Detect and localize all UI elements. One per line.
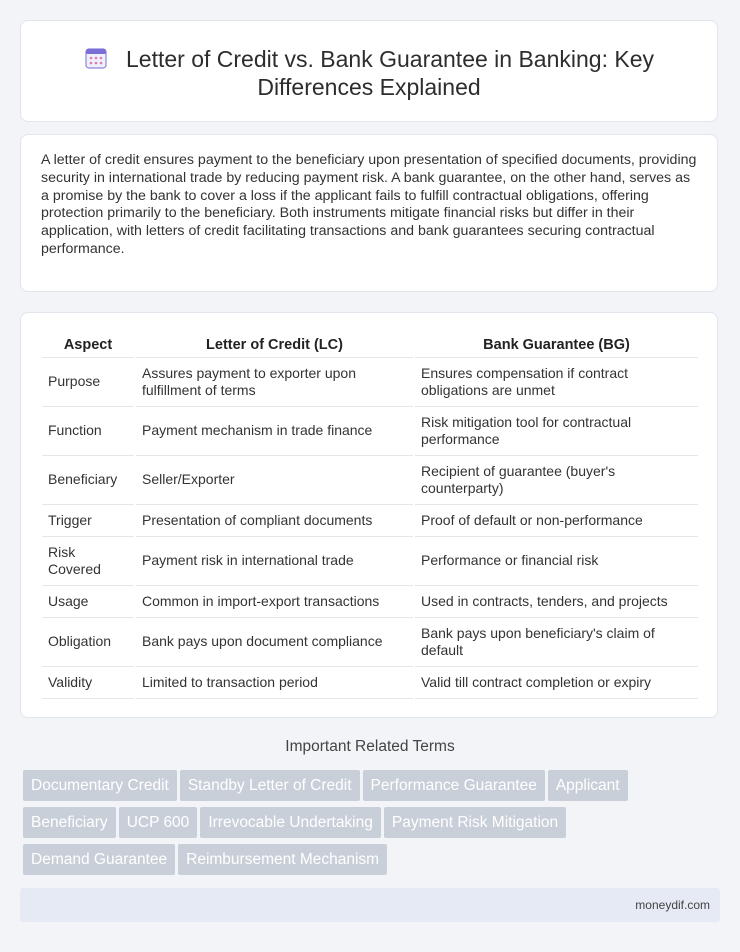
table-row (42, 358, 698, 407)
table-cell: Bank pays upon beneficiary's claim of default (414, 618, 698, 667)
table-cell: Trigger (42, 505, 135, 537)
intro-paragraph: A letter of credit ensures payment to the beneficiary upon presentation of specified documents, providing security in international trade by reducing payment risk. A bank guarantee, on the other hand, serves as a promise by the bank to cover a loss if the applicant fails to fulfill contractual obligations, offering protection primarily to the beneficiary. Both instruments mitigate financial risks but differ in their application, with letters of credit facilitating transactions and bank guarantees securing contractual performance. (41, 152, 697, 257)
page-title-text: Letter of Credit vs. Bank Guarantee in Banking: Key Differences Explained (125, 46, 654, 100)
column-header-bg: Bank Guarantee (BG) (414, 333, 698, 358)
term-tag[interactable]: UCP 600 (119, 807, 198, 838)
page-title (21, 45, 717, 101)
term-tag[interactable]: Demand Guarantee (23, 844, 175, 875)
column-header-lc: Letter of Credit (LC) (135, 333, 414, 358)
table-cell: Assures payment to exporter upon fulfillment of terms (135, 358, 414, 407)
table-cell: Ensures compensation if contract obligations are unmet (414, 358, 698, 407)
table-row (42, 407, 698, 456)
table-cell: Common in import-export transactions (135, 586, 414, 618)
title-card (20, 20, 718, 122)
term-tag[interactable]: Irrevocable Undertaking (200, 807, 381, 838)
term-tag[interactable]: Beneficiary (23, 807, 116, 838)
table-cell: Performance or financial risk (414, 537, 698, 586)
intro-card (20, 134, 718, 292)
calendar-icon (84, 46, 108, 70)
comparison-card (20, 312, 718, 718)
table-cell: Recipient of guarantee (buyer's counterparty) (414, 456, 698, 505)
table-cell: Seller/Exporter (135, 456, 414, 505)
footer-site-link[interactable]: moneydif.com (635, 898, 710, 912)
related-terms-list (23, 770, 703, 881)
table-cell: Risk mitigation tool for contractual performance (414, 407, 698, 456)
table-cell: Payment risk in international trade (135, 537, 414, 586)
term-tag[interactable]: Payment Risk Mitigation (384, 807, 566, 838)
table-cell: Usage (42, 586, 135, 618)
footer-bar (20, 888, 720, 922)
table-cell: Proof of default or non-performance (414, 505, 698, 537)
table-cell: Function (42, 407, 135, 456)
table-cell: Validity (42, 667, 135, 699)
table-row (42, 586, 698, 618)
table-row (42, 505, 698, 537)
table-cell: Limited to transaction period (135, 667, 414, 699)
table-cell: Payment mechanism in trade finance (135, 407, 414, 456)
table-row (42, 456, 698, 505)
term-tag[interactable]: Standby Letter of Credit (180, 770, 360, 801)
table-cell: Beneficiary (42, 456, 135, 505)
column-header-aspect: Aspect (42, 333, 135, 358)
comparison-table (42, 333, 698, 699)
term-tag[interactable]: Documentary Credit (23, 770, 177, 801)
table-row (42, 667, 698, 699)
table-cell: Obligation (42, 618, 135, 667)
term-tag[interactable]: Performance Guarantee (363, 770, 545, 801)
table-cell: Used in contracts, tenders, and projects (414, 586, 698, 618)
table-cell: Bank pays upon document compliance (135, 618, 414, 667)
table-cell: Valid till contract completion or expiry (414, 667, 698, 699)
term-tag[interactable]: Applicant (548, 770, 628, 801)
table-row (42, 618, 698, 667)
table-cell: Presentation of compliant documents (135, 505, 414, 537)
table-cell: Risk Covered (42, 537, 135, 586)
related-terms-heading: Important Related Terms (285, 738, 455, 755)
table-header-row (42, 333, 698, 358)
term-tag[interactable]: Reimbursement Mechanism (178, 844, 387, 875)
table-cell: Purpose (42, 358, 135, 407)
table-row (42, 537, 698, 586)
